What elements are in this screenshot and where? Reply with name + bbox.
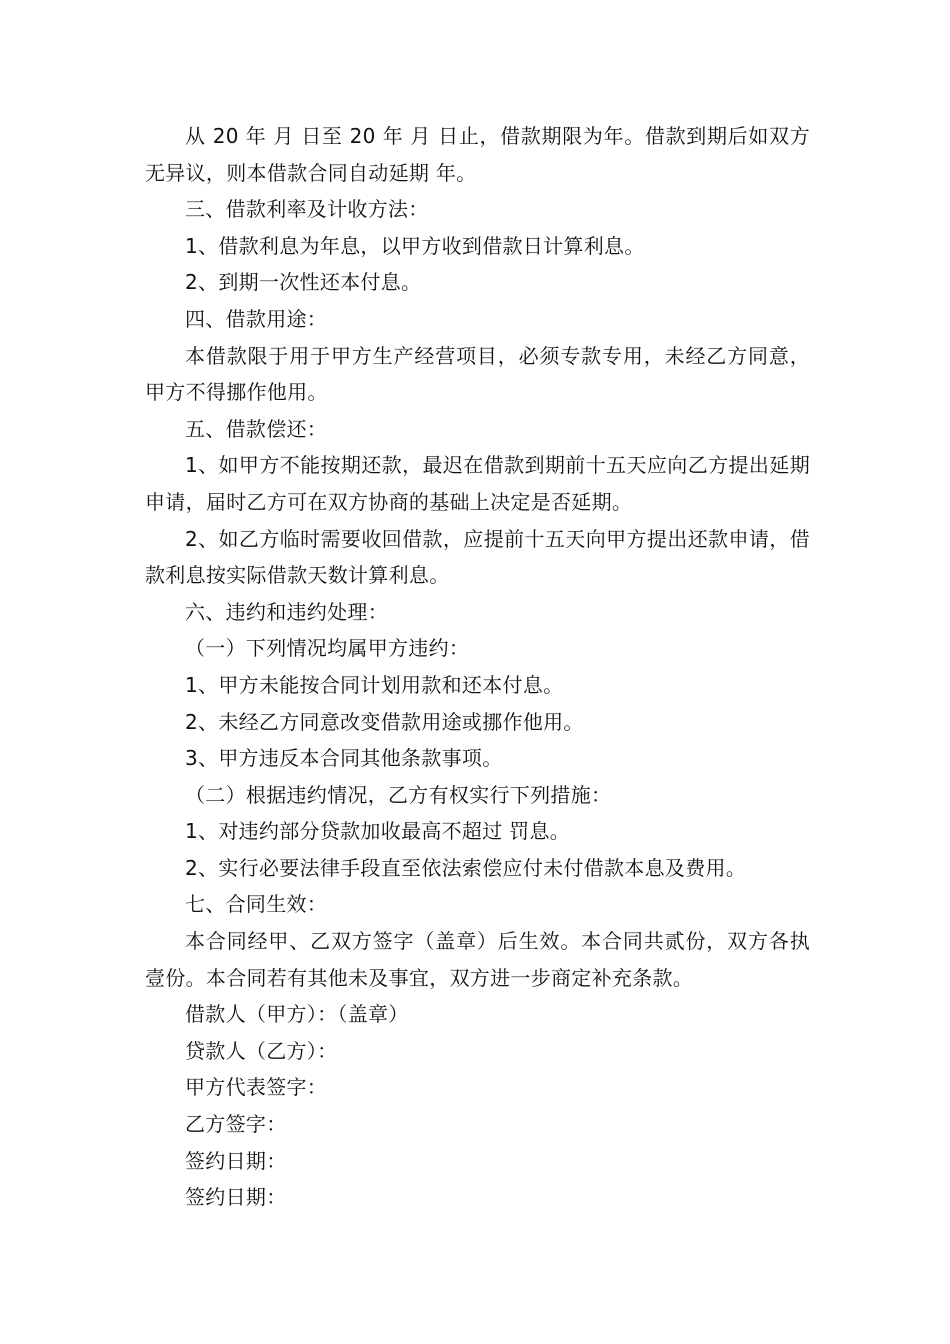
paragraph-measure-1: 1、对违约部分贷款加收最高不超过 罚息。: [185, 819, 571, 844]
party-a-representative-line: 甲方代表签字：: [185, 1075, 328, 1100]
subheading-breach-cases: （一）下列情况均属甲方违约：: [185, 636, 470, 661]
heading-repayment: 五、借款偿还：: [185, 416, 328, 441]
signing-date-line-2: 签约日期：: [185, 1185, 287, 1210]
paragraph-repayment-1: 1、如甲方不能按期还款，最迟在借款到期前十五天应向乙方提出延期申请，届时乙方可在双方协商的基础上决定是否延期。: [145, 453, 810, 514]
heading-effectiveness: 七、合同生效：: [185, 892, 328, 917]
paragraph-measure-2: 2、实行必要法律手段直至依法索偿应付未付借款本息及费用。: [185, 855, 747, 880]
signing-date-line-1: 签约日期：: [185, 1148, 287, 1173]
paragraph-loan-term: 从 20 年 月 日至 20 年 月 日止，借款期限为年。借款到期后如双方无异议，则本借款合同自动延期 年。: [145, 124, 810, 185]
paragraph-effectiveness: 本合同经甲、乙双方签字（盖章）后生效。本合同共贰份，双方各执壹份。本合同若有其他未及事宜，双方进一步商定补充条款。: [145, 929, 810, 990]
heading-loan-purpose: 四、借款用途：: [185, 306, 328, 331]
paragraph-interest-1: 1、借款利息为年息，以甲方收到借款日计算利息。: [185, 233, 645, 258]
document-body: [145, 118, 810, 1216]
heading-breach: 六、违约和违约处理：: [185, 599, 388, 624]
paragraph-interest-2: 2、到期一次性还本付息。: [185, 270, 422, 295]
paragraph-breach-2: 2、未经乙方同意改变借款用途或挪作他用。: [185, 709, 584, 734]
heading-interest-rate: 三、借款利率及计收方法：: [185, 197, 429, 222]
paragraph-breach-1: 1、甲方未能按合同计划用款和还本付息。: [185, 672, 564, 697]
paragraph-repayment-2: 2、如乙方临时需要收回借款，应提前十五天向甲方提出还款申请，借款利息按实际借款天数计算利息。: [145, 526, 810, 588]
party-b-signature-line: 乙方签字：: [185, 1112, 287, 1137]
paragraph-loan-purpose: 本借款限于用于甲方生产经营项目，必须专款专用，未经乙方同意，甲方不得挪作他用。: [145, 343, 810, 405]
subheading-breach-measures: （二）根据违约情况，乙方有权实行下列措施：: [185, 782, 612, 807]
lender-line: 贷款人（乙方）：: [185, 1038, 338, 1063]
paragraph-breach-3: 3、甲方违反本合同其他条款事项。: [185, 746, 503, 771]
borrower-line: 借款人（甲方）：（盖章）: [185, 1002, 409, 1027]
